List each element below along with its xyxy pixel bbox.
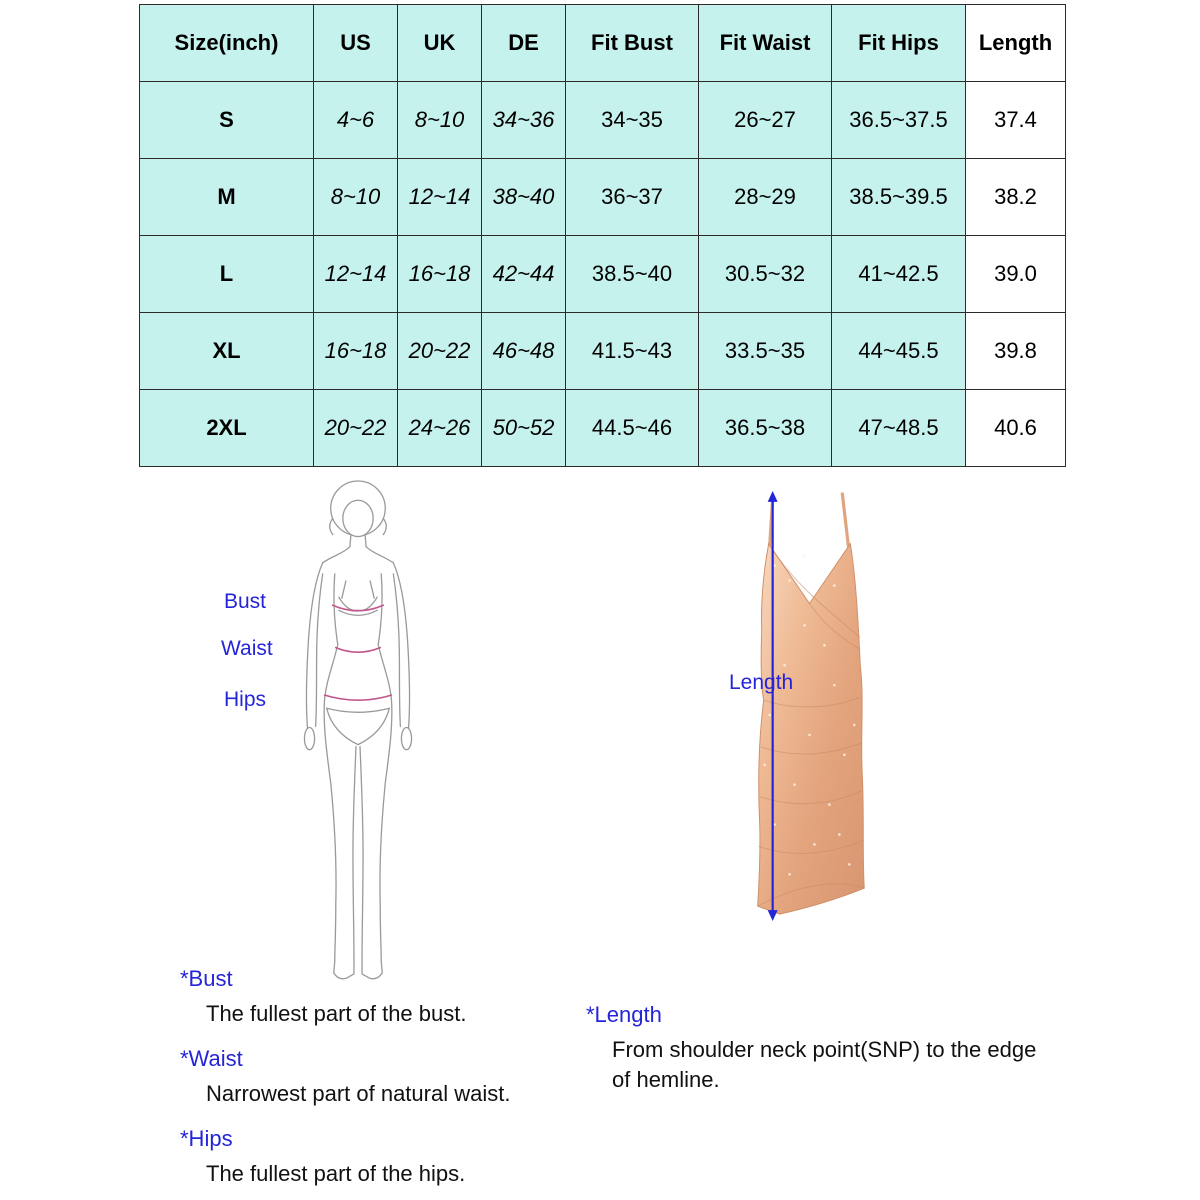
table-cell: 38.5~39.5 [832,159,966,236]
bust-label: Bust [224,590,267,613]
length-term: *Length [586,1002,662,1027]
table-cell: 39.8 [966,313,1066,390]
hips-term: *Hips [180,1125,233,1151]
table-cell: 50~52 [482,390,566,467]
table-cell: 38~40 [482,159,566,236]
waist-desc: Narrowest part of natural waist. [206,1080,511,1106]
header-fit-hips: Fit Hips [832,5,966,82]
table-cell: 40.6 [966,390,1066,467]
hips-measure-line [325,695,392,700]
table-cell: 38.5~40 [566,236,699,313]
table-cell: 16~18 [398,236,482,313]
length-label: Length [729,671,794,694]
table-cell: 26~27 [699,82,832,159]
table-cell: 8~10 [398,82,482,159]
table-cell: 16~18 [314,313,398,390]
table-cell: 36~37 [566,159,699,236]
dress-illustration [712,486,907,934]
table-cell: 12~14 [314,236,398,313]
waist-label: Waist [221,637,273,660]
body-figure-illustration [272,478,444,983]
header-size: Size(inch) [140,5,314,82]
table-cell: 2XL [140,390,314,467]
table-cell: 36.5~38 [699,390,832,467]
table-cell: S [140,82,314,159]
table-cell: 44.5~46 [566,390,699,467]
header-us: US [314,5,398,82]
table-row [140,236,1066,313]
dress-strap [842,494,848,546]
hips-desc: The fullest part of the hips. [206,1160,466,1186]
table-cell: 41.5~43 [566,313,699,390]
table-cell: 42~44 [482,236,566,313]
table-cell: 44~45.5 [832,313,966,390]
header-fit-bust: Fit Bust [566,5,699,82]
figure-face [343,500,373,536]
bust-term: *Bust [180,966,233,991]
definitions-right [586,1002,1038,1112]
table-cell: 37.4 [966,82,1066,159]
header-length: Length [966,5,1066,82]
table-row [140,159,1066,236]
table-cell: 30.5~32 [699,236,832,313]
table-cell: 20~22 [398,313,482,390]
waist-term: *Waist [180,1045,243,1071]
table-cell: 38.2 [966,159,1066,236]
table-cell: 28~29 [699,159,832,236]
table-row [140,313,1066,390]
table-cell: M [140,159,314,236]
table-row [140,82,1066,159]
table-cell: 39.0 [966,236,1066,313]
hips-label: Hips [224,688,267,711]
bust-desc: The fullest part of the bust. [206,1001,467,1026]
table-cell: 47~48.5 [832,390,966,467]
table-cell: 4~6 [314,82,398,159]
table-cell: 33.5~35 [699,313,832,390]
table-cell: XL [140,313,314,390]
table-cell: 12~14 [398,159,482,236]
table-cell: 24~26 [398,390,482,467]
table-row [140,390,1066,467]
size-table [139,4,1066,467]
table-cell: L [140,236,314,313]
header-de: DE [482,5,566,82]
header-uk: UK [398,5,482,82]
table-cell: 34~36 [482,82,566,159]
table-cell: 34~35 [566,82,699,159]
length-desc: From shoulder neck point(SNP) to the edge of hemline. [612,1037,1037,1092]
header-fit-waist: Fit Waist [699,5,832,82]
table-cell: 36.5~37.5 [832,82,966,159]
table-cell: 41~42.5 [832,236,966,313]
waist-measure-line [336,648,380,653]
table-header-row [140,5,1066,82]
definitions-left [180,966,610,1200]
table-cell: 8~10 [314,159,398,236]
table-cell: 20~22 [314,390,398,467]
table-cell: 46~48 [482,313,566,390]
